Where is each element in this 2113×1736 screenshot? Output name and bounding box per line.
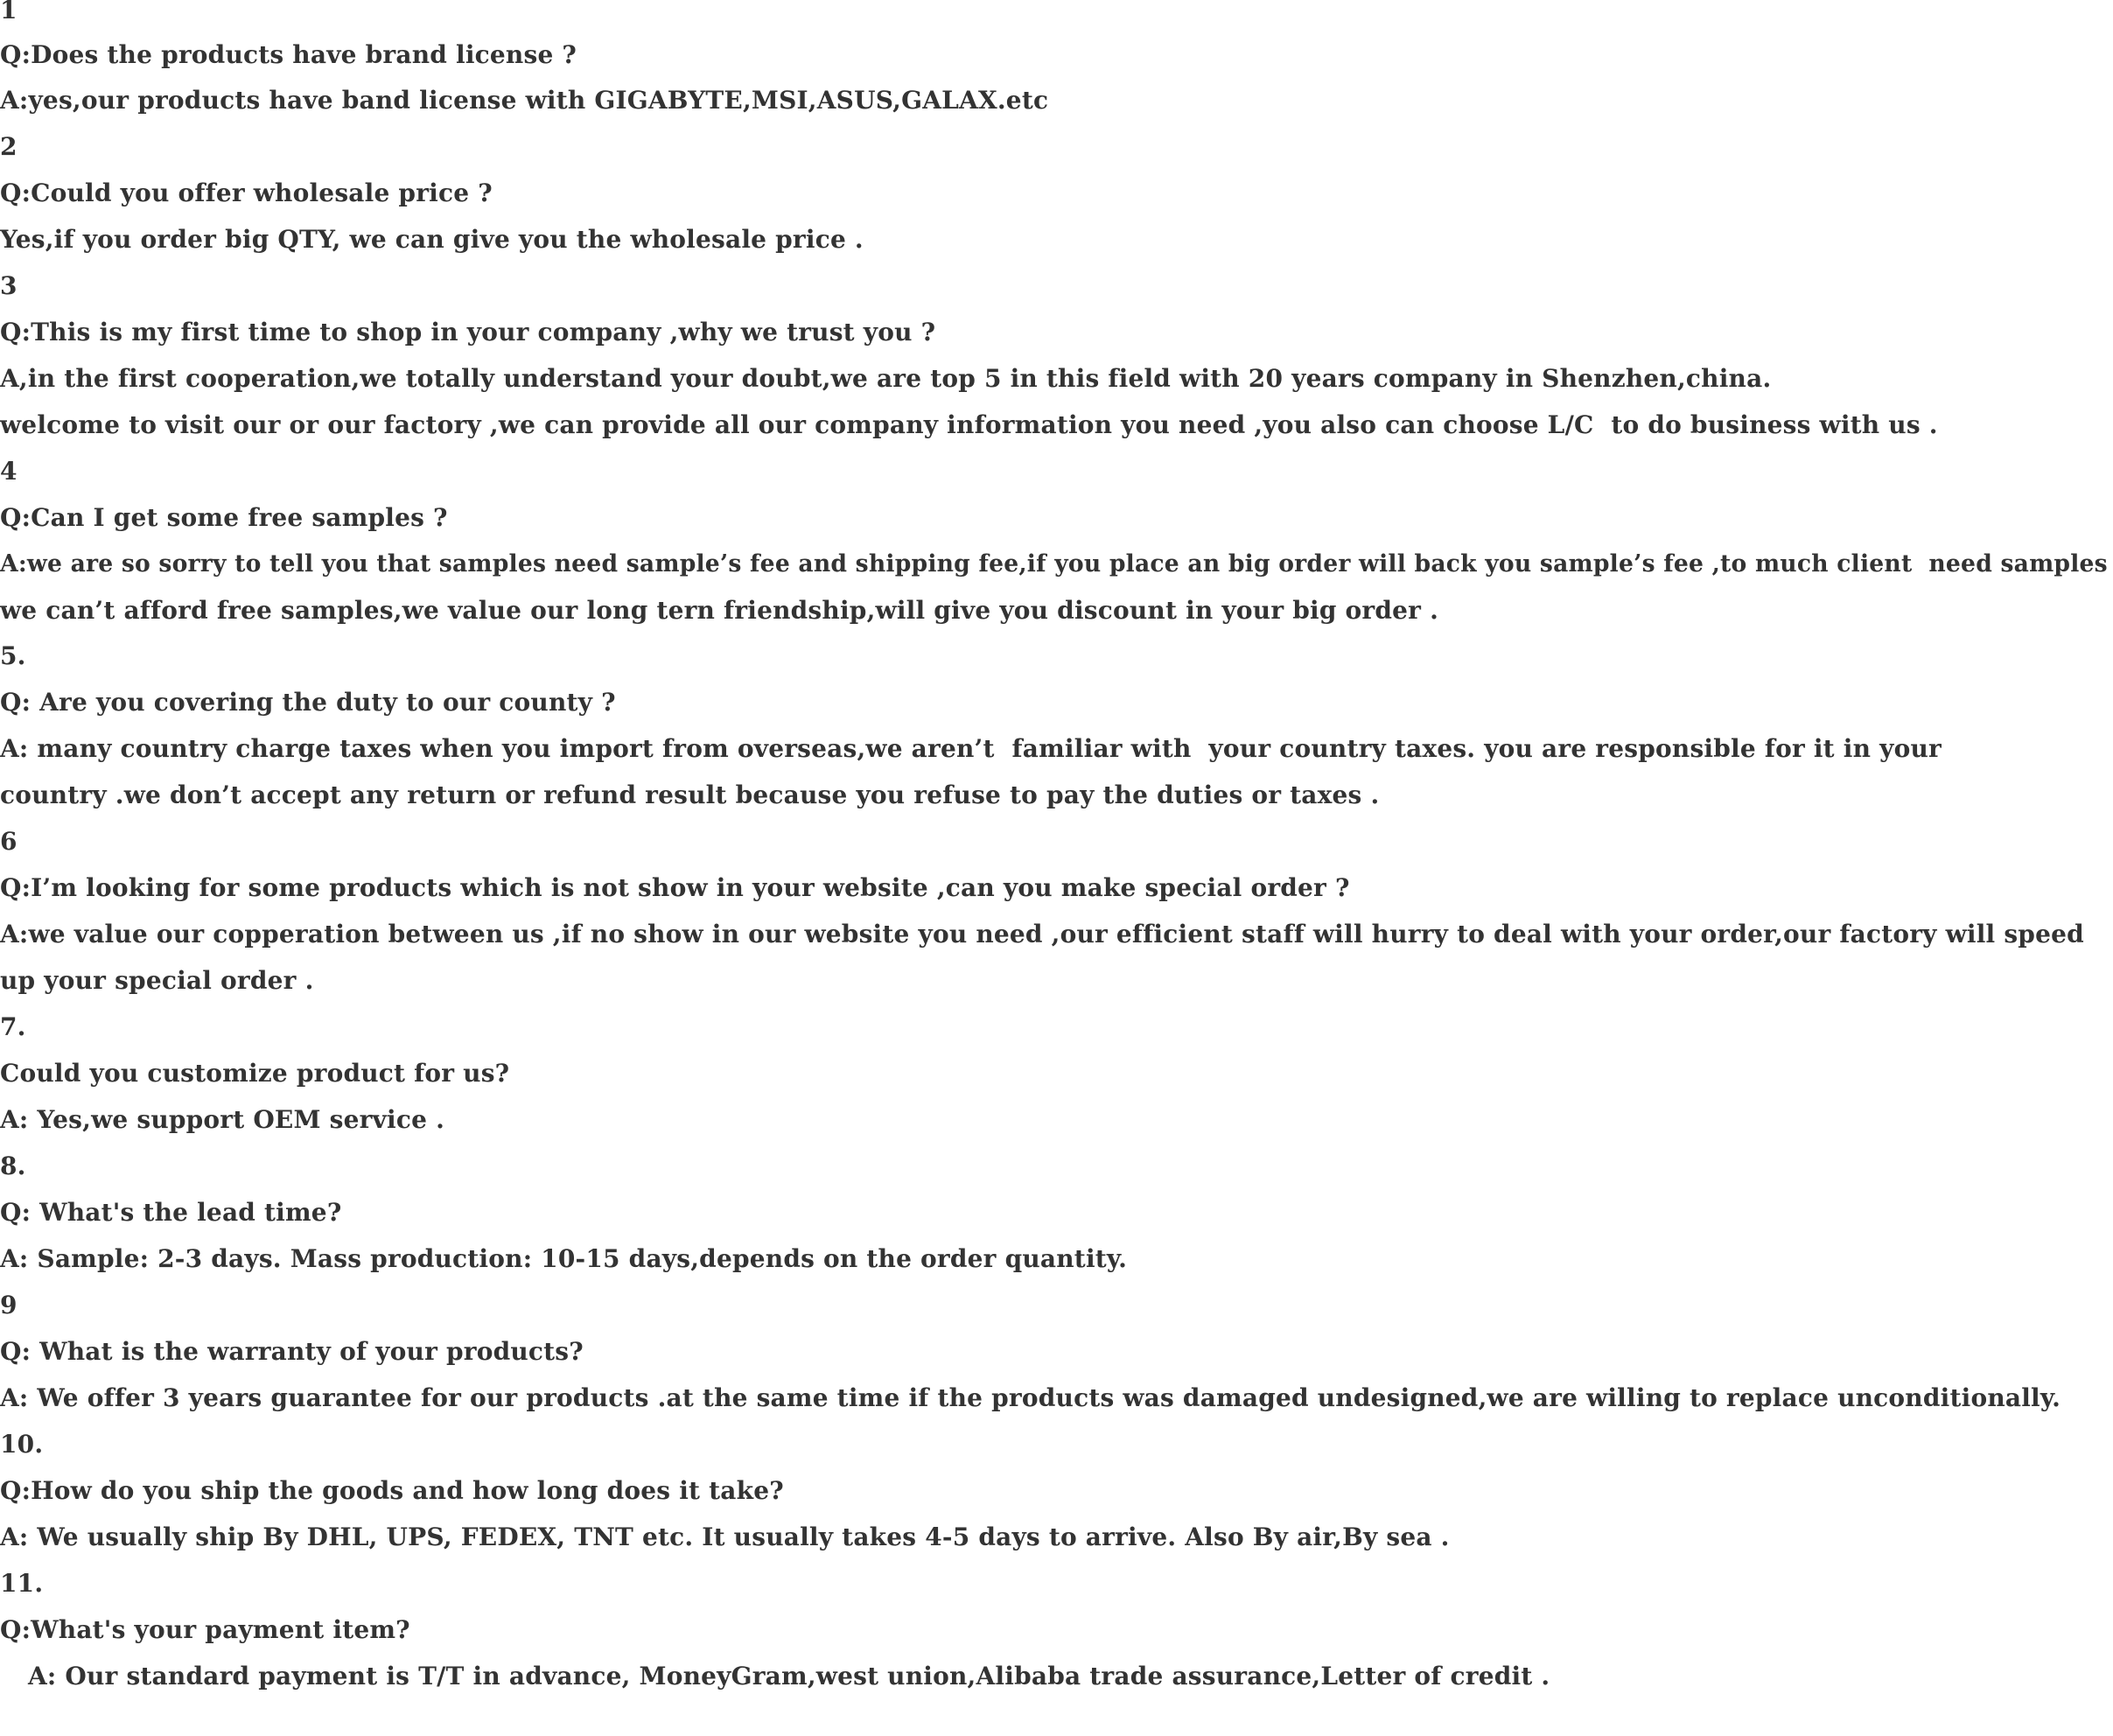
faq-answer: A,in the first cooperation,we totally understand your doubt,we are top 5 in this field with 20 years company in Shenzhen,china. <box>0 364 1772 393</box>
faq-answer: country .we don’t accept any return or refund result because you refuse to pay the duties or taxes . <box>0 780 1380 809</box>
faq-answer: A: many country charge taxes when you import from overseas,we aren’t familiar with your country taxes. you are responsible for it in your <box>0 734 1942 763</box>
faq-question: Q:This is my first time to shop in your company ,why we trust you ? <box>0 318 936 346</box>
faq-answer: up your special order . <box>0 966 314 995</box>
faq-question: Q: What is the warranty of your products? <box>0 1337 584 1366</box>
faq-answer: we can’t afford free samples,we value our long tern friendship,will give you discount in your big order . <box>0 596 1439 625</box>
section-number: 11. <box>0 1569 44 1598</box>
faq-answer: welcome to visit our or our factory ,we can provide all our company information you need ,you also can choose L/C to do business with us . <box>0 410 1938 439</box>
faq-answer: A:we are so sorry to tell you that samples need sample’s fee and shipping fee,if you place an big order will back you sample’s fee ,to much client need samples <box>0 550 2108 578</box>
section-number: 3 <box>0 271 17 300</box>
faq-question: Q:Can I get some free samples ? <box>0 503 448 532</box>
section-number: 7. <box>0 1012 26 1041</box>
section-number: 6 <box>0 827 17 856</box>
section-number: 10. <box>0 1430 44 1459</box>
faq-question: Q:I’m looking for some products which is not show in your website ,can you make special order ? <box>0 873 1350 902</box>
faq-question: Q: What's the lead time? <box>0 1198 342 1227</box>
faq-question: Q:Does the products have brand license ? <box>0 40 577 69</box>
faq-answer: A:we value our copperation between us ,if no show in our website you need ,our efficient staff will hurry to deal with your order,our factory will speed <box>0 920 2084 948</box>
faq-question: Q:How do you ship the goods and how long does it take? <box>0 1476 784 1505</box>
section-number: 8. <box>0 1152 26 1180</box>
faq-question: Q:Could you offer wholesale price ? <box>0 178 493 207</box>
section-number: 4 <box>0 457 17 486</box>
section-number: 2 <box>0 132 17 161</box>
section-number: 5. <box>0 641 26 670</box>
section-number: 9 <box>0 1291 17 1320</box>
faq-answer: A: We usually ship By DHL, UPS, FEDEX, TNT etc. It usually takes 4-5 days to arrive. Also By air,By sea . <box>0 1522 1450 1551</box>
faq-question: Could you customize product for us? <box>0 1059 510 1088</box>
faq-answer: A: We offer 3 years guarantee for our products .at the same time if the products was damaged undesigned,we are willing to replace unconditionally. <box>0 1383 2061 1412</box>
section-number: 1 <box>0 0 17 24</box>
faq-answer: A: Sample: 2-3 days. Mass production: 10-15 days,depends on the order quantity. <box>0 1244 1128 1273</box>
faq-question: Q: Are you covering the duty to our county ? <box>0 688 616 717</box>
faq-answer: Yes,if you order big QTY, we can give you the wholesale price . <box>0 225 864 254</box>
faq-answer: A: Yes,we support OEM service . <box>0 1105 445 1134</box>
faq-answer: A: Our standard payment is T/T in advance, MoneyGram,west union,Alibaba trade assurance,Letter of credit . <box>28 1662 1550 1690</box>
faq-question: Q:What's your payment item? <box>0 1615 410 1644</box>
faq-answer: A:yes,our products have band license with GIGABYTE,MSI,ASUS,GALAX.etc <box>0 86 1049 115</box>
